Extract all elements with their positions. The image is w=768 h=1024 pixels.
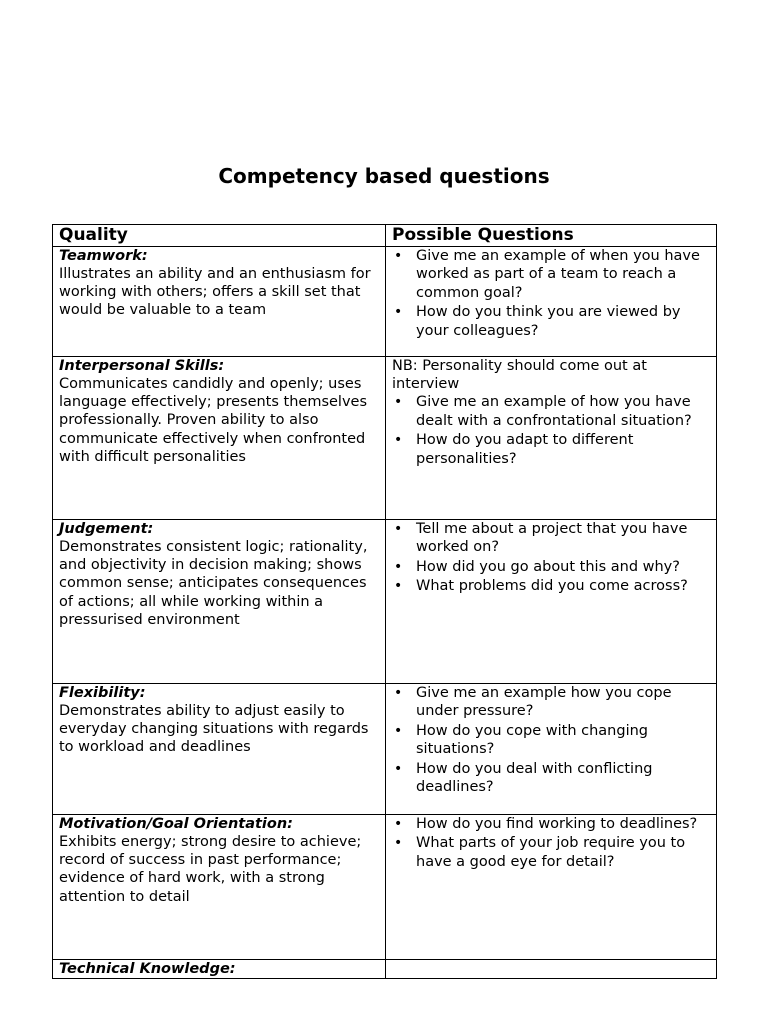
quality-description: Illustrates an ability and an enthusiasm for working with others; offers a skill set that would be valuable to a team xyxy=(59,266,371,319)
question-item: • Give me an example of how you have dealt with a confrontational situation? xyxy=(392,393,712,430)
interview-note: NB: Personality should come out at interview xyxy=(392,358,647,393)
quality-name: Technical Knowledge: xyxy=(59,961,236,977)
question-list xyxy=(392,520,712,596)
quality-cell xyxy=(53,520,386,684)
question-list xyxy=(392,684,712,796)
competency-table xyxy=(52,224,717,979)
questions-cell xyxy=(386,357,717,520)
header-quality: Quality xyxy=(53,225,386,247)
question-list xyxy=(392,815,712,871)
question-item: • How did you go about this and why? xyxy=(392,558,712,576)
document-title: Competency based questions xyxy=(218,164,550,188)
question-item: • How do you think you are viewed by your colleagues? xyxy=(392,303,712,340)
question-item: • How do you adapt to different personalities? xyxy=(392,431,712,468)
quality-description: Exhibits energy; strong desire to achieve; record of success in past performance; evidence of hard work, with a strong attention to detail xyxy=(59,834,362,905)
quality-name: Judgement: xyxy=(59,521,154,537)
quality-description: Demonstrates ability to adjust easily to everyday changing situations with regards to workload and deadlines xyxy=(59,703,369,756)
quality-cell xyxy=(53,684,386,815)
quality-cell xyxy=(53,357,386,520)
table-row xyxy=(53,247,717,357)
questions-cell xyxy=(386,815,717,960)
question-item: • What parts of your job require you to have a good eye for detail? xyxy=(392,834,712,871)
questions-cell xyxy=(386,960,717,979)
questions-cell xyxy=(386,520,717,684)
question-list xyxy=(392,247,712,340)
quality-name: Teamwork: xyxy=(59,248,148,264)
questions-cell xyxy=(386,247,717,357)
header-possible-questions: Possible Questions xyxy=(386,225,717,247)
question-item: • How do you find working to deadlines? xyxy=(392,815,712,833)
question-item: • What problems did you come across? xyxy=(392,577,712,595)
question-item: • How do you deal with conflicting deadlines? xyxy=(392,760,712,797)
question-item: • Give me an example how you cope under pressure? xyxy=(392,684,712,721)
table-row xyxy=(53,684,717,815)
table-row xyxy=(53,960,717,979)
questions-cell xyxy=(386,684,717,815)
quality-cell xyxy=(53,815,386,960)
quality-name: Motivation/Goal Orientation: xyxy=(59,816,293,832)
quality-name: Interpersonal Skills: xyxy=(59,358,225,374)
quality-description: Communicates candidly and openly; uses language effectively; presents themselves professionally. Proven ability to also communicate effectively when confronted with difficult personalities xyxy=(59,376,368,465)
table-row xyxy=(53,815,717,960)
table-row xyxy=(53,520,717,684)
quality-cell xyxy=(53,960,386,979)
table-row xyxy=(53,357,717,520)
table-header-row xyxy=(53,225,717,247)
quality-description: Demonstrates consistent logic; rationality, and objectivity in decision making; shows common sense; anticipates consequences of actions; all while working within a pressurised environment xyxy=(59,539,368,628)
question-item: • Tell me about a project that you have worked on? xyxy=(392,520,712,557)
question-item: • How do you cope with changing situations? xyxy=(392,722,712,759)
quality-name: Flexibility: xyxy=(59,685,146,701)
question-list xyxy=(392,393,712,468)
quality-cell xyxy=(53,247,386,357)
question-item: • Give me an example of when you have worked as part of a team to reach a common goal? xyxy=(392,247,712,302)
